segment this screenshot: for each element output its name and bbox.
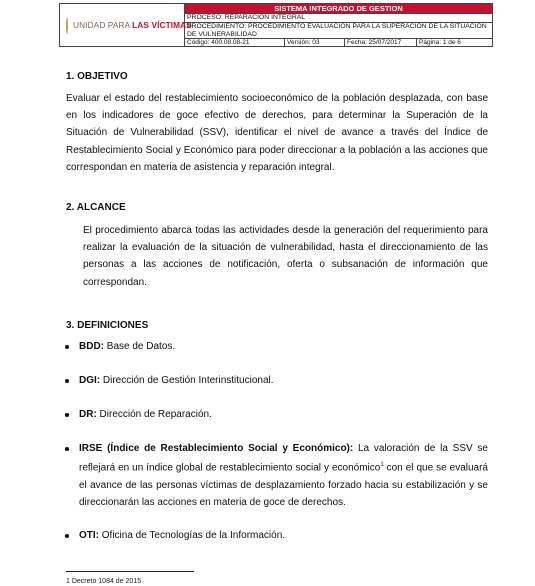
procedure-label: PROCEDIMIENTO: PROCEDIMIENTO EVALUACIÓN PARA LA SUPERACIÓN DE LA SITUACIÓN DE VULNERABILIDAD: [185, 23, 492, 39]
system-title: SISTEMA INTEGRADO DE GESTION: [185, 4, 492, 14]
date-label: Fecha: 25/07/2017: [345, 39, 417, 47]
header-meta: [185, 39, 492, 47]
code-label: Código: 400.08.08-21: [185, 39, 285, 47]
definition-text: La valoración de la SSV se reflejará en un índice global de restablecimiento social y económico: [79, 443, 488, 474]
definition-term: OTI:: [79, 530, 99, 541]
definition-term: BDD:: [79, 341, 104, 352]
agency-logo: [73, 20, 192, 30]
definition-text: Dirección de Reparación.: [96, 409, 212, 420]
coat-of-arms-icon: [66, 17, 68, 34]
definition-text: Oficina de Tecnologías de la Información.: [99, 530, 286, 541]
logo-text-2: LAS VÍCTIMAS: [132, 20, 192, 30]
section-1-title: 1. OBJETIVO: [66, 71, 128, 82]
definition-text-cont: con el que se evaluará el avance de las personas víctimas de desplazamiento forzado hacia su estabilización y se direccionarán las acciones en materia de goce de derechos.: [79, 462, 488, 508]
footnote-ref: 1: [380, 462, 384, 469]
definition-term: DGI:: [79, 375, 101, 386]
bullet-icon: [65, 379, 69, 383]
logo-cell: [60, 4, 192, 46]
bullet-icon: [65, 534, 69, 538]
bullet-icon: [65, 345, 69, 349]
footnote-separator: [66, 571, 194, 572]
definition-term: DR:: [79, 409, 97, 420]
footnote: 1 Decreto 1084 de 2015: [66, 578, 142, 585]
section-1-text: Evaluar el estado del restablecimiento socioeconómico de la población desplazada, con base en los indicadores de goce efectivo de derechos, para determinar la Superación de la Situación de Vulnerabilidad (SSV), identificar el nivel de avance a través del Índice de Restablecimiento Social y Económico para poder direccionar a la población a las acciones que correspondan en materia de asistencia y reparación integral.: [66, 93, 488, 173]
bullet-icon: [65, 447, 69, 451]
document-header: [59, 3, 493, 47]
process-label: PROCESO: REPARACIÓN INTEGRAL: [185, 14, 492, 23]
definition-text: Dirección de Gestión Interinstitucional.: [100, 375, 274, 386]
version-label: Versión: 03: [285, 39, 345, 47]
header-info: [185, 4, 492, 46]
section-2-text: El procedimiento abarca todas las actividades desde la generación del requerimiento para realizar la evaluación de la situación de vulnerabilidad, hasta el direccionamiento de las personas a las acciones de notificación, oferta o subsanación de información que correspondan.: [83, 225, 488, 288]
definition-term: IRSE (Índice de Restablecimiento Social y Económico):: [79, 443, 354, 454]
bullet-icon: [65, 413, 69, 417]
section-2-title: 2. ALCANCE: [66, 202, 126, 213]
page-label: Página: 1 de 6: [419, 39, 461, 46]
logo-text-1: UNIDAD PARA: [73, 20, 133, 30]
definition-text: Base de Datos.: [104, 341, 176, 352]
section-3-title: 3. DEFINICIONES: [66, 320, 149, 331]
